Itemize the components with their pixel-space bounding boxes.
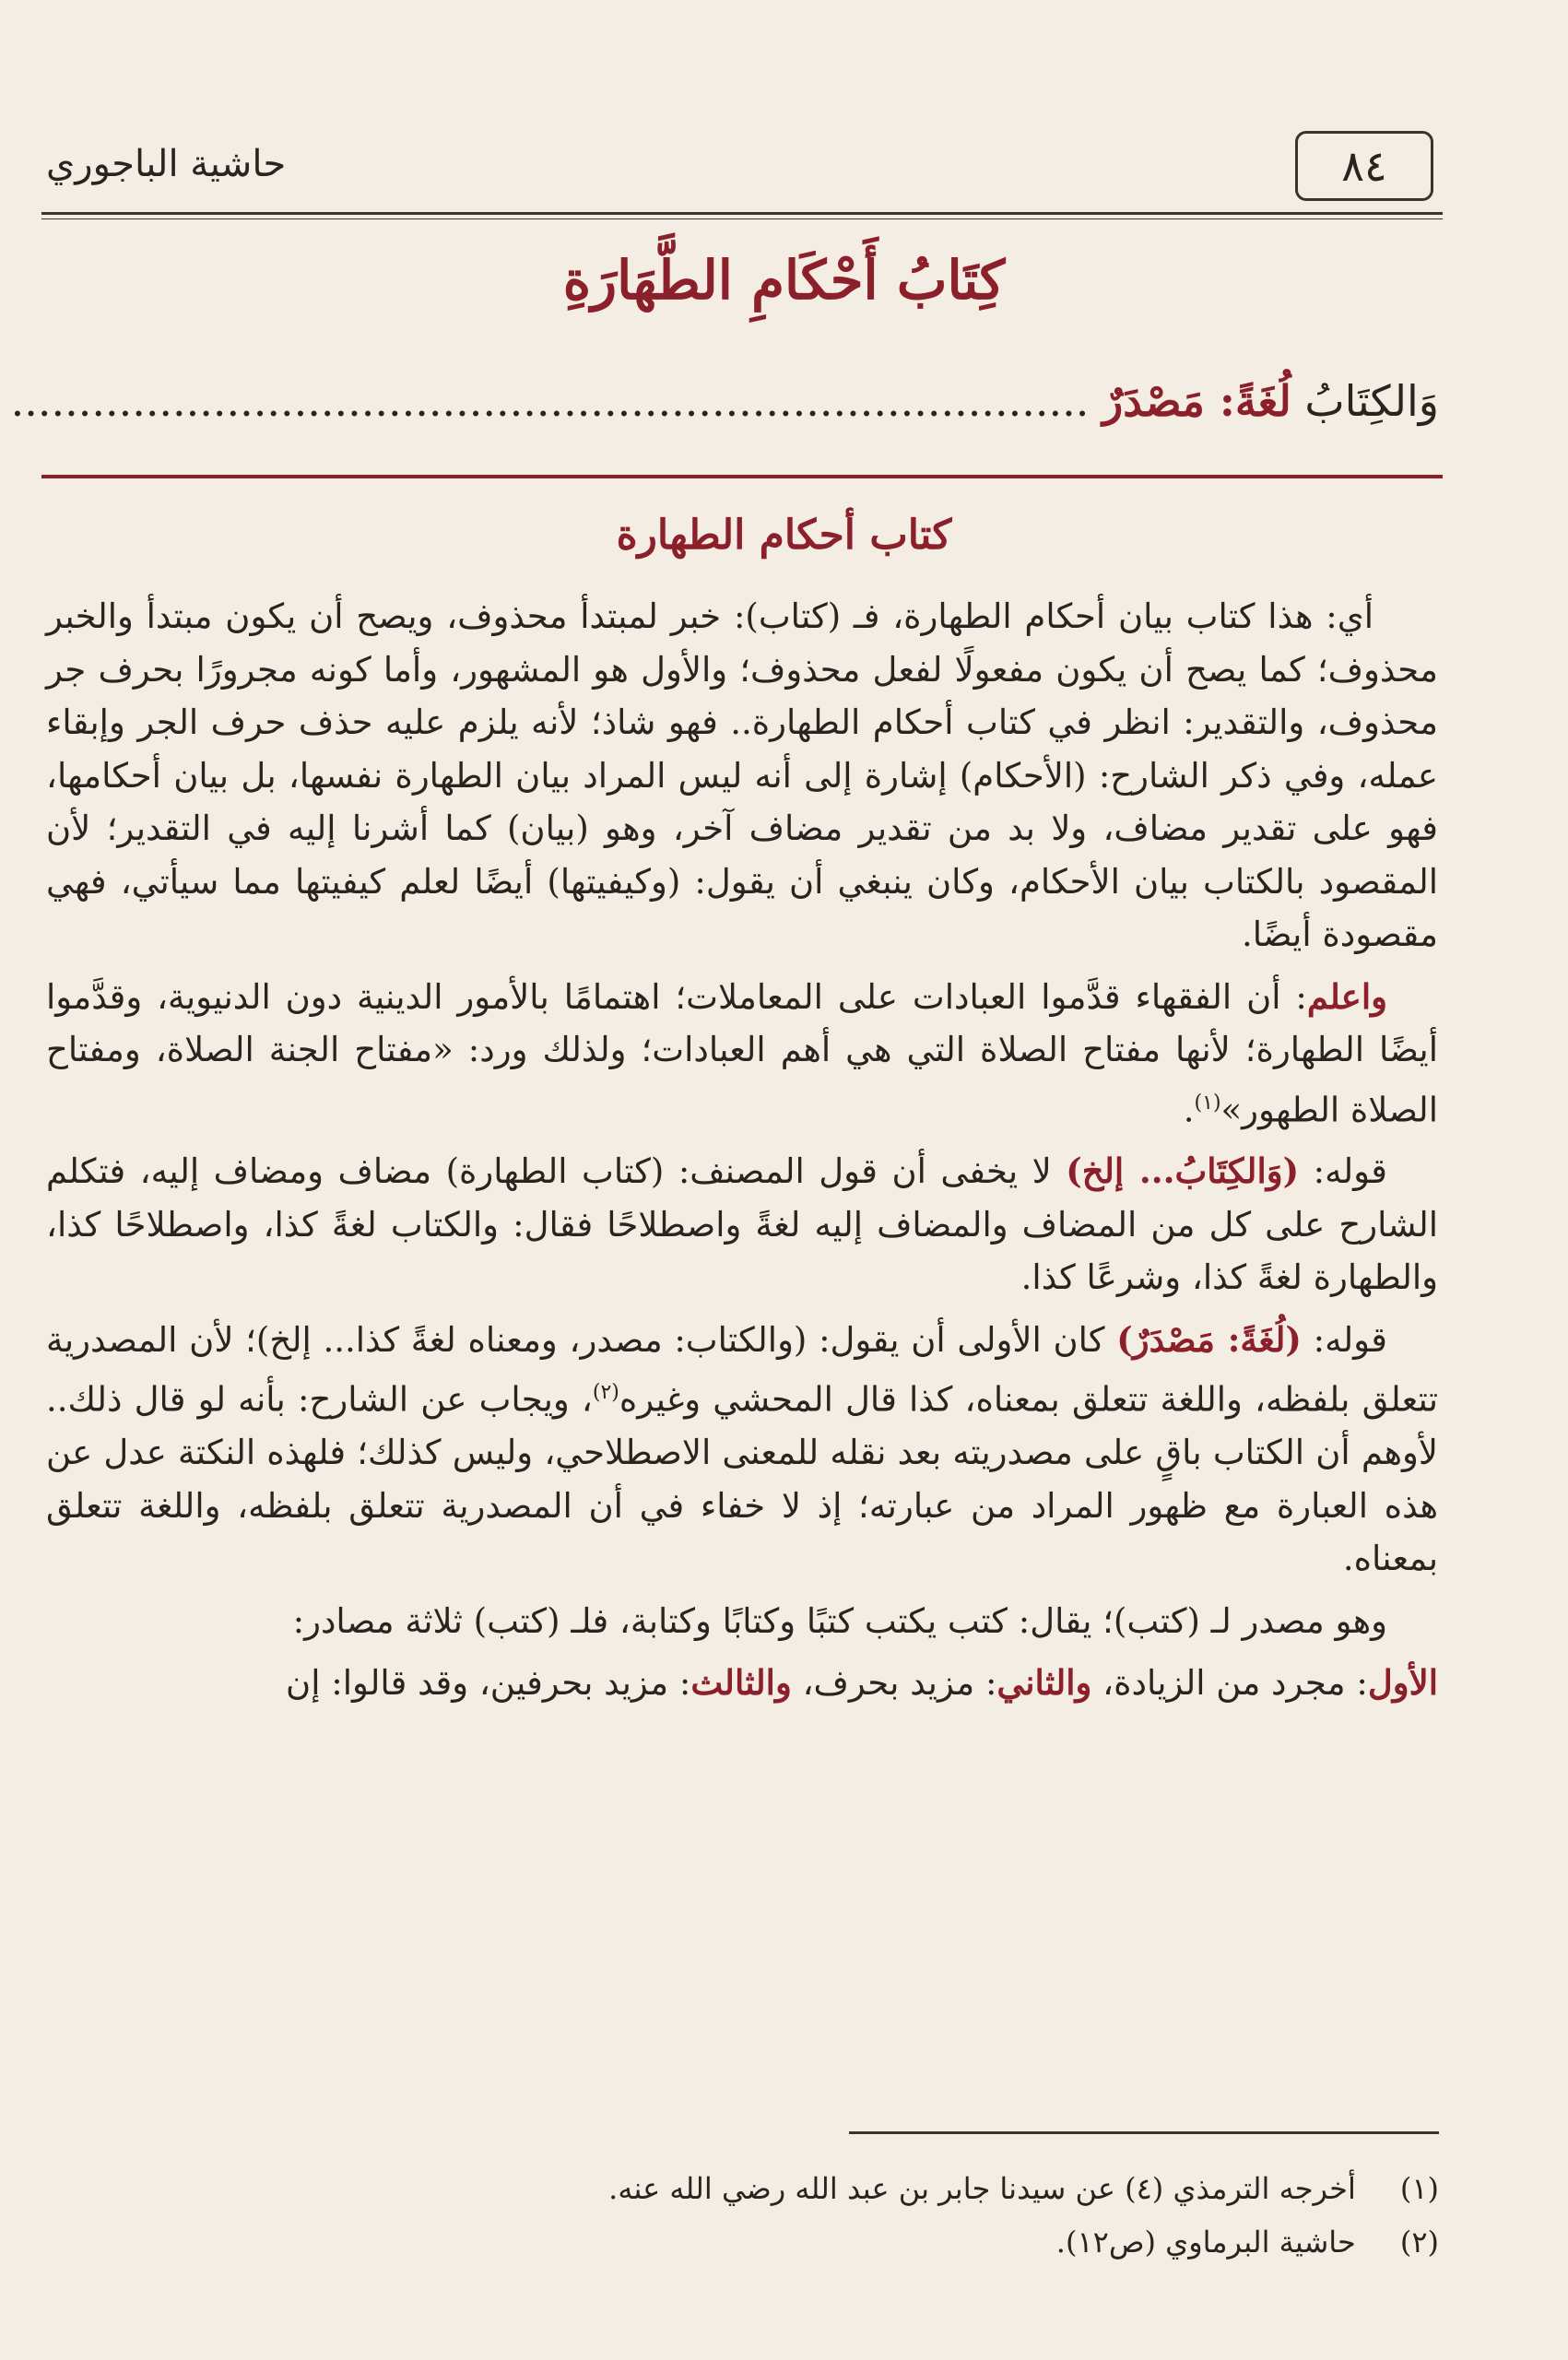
page-number-text: ٨٤ [1341, 141, 1387, 191]
commentary-paragraph-4 [46, 1314, 1438, 1586]
paragraph-6-text-2: : مزيد بحرف، [791, 1663, 997, 1704]
footnote-1 [130, 2162, 1439, 2215]
footnote-2 [130, 2215, 1439, 2269]
keyword-waalam: واعلم [1306, 975, 1387, 1017]
paragraph-6-text-3: : مزيد بحرفين، وقد قالوا: إن [286, 1663, 691, 1704]
commentary-paragraph-5: وهو مصدر لـ (كتب)؛ يقال: كتب يكتب كتبًا وكتابًا وكتابة، فلـ (كتب) ثلاثة مصادر: [292, 1600, 1387, 1641]
paragraph-4-text: كان الأولى أن يقول: (والكتاب: مصدر، ومعناه لغةً كذا... إلخ)؛ لأن المصدرية تتعلق بلفظه، واللغة تتعلق بمعناه، كذا قال المحشي وغيره [46, 1319, 1438, 1420]
commentary-body [46, 590, 1438, 1719]
paragraph-4-lead: قوله: [1301, 1319, 1387, 1360]
paragraph-2-end: . [1183, 1089, 1195, 1129]
footnote-divider [849, 2131, 1439, 2134]
keyword-first: الأول [1367, 1662, 1438, 1704]
matn-red-phrase: لُغَةً: مَصْدَرٌ [1102, 376, 1291, 426]
footnote-ref-1: (١) [1194, 1091, 1221, 1115]
footnote-1-text: أخرجه الترمذي (٤) عن سيدنا جابر بن عبد الله رضي الله عنه. [608, 2171, 1356, 2206]
commentary-paragraph-3 [46, 1145, 1438, 1304]
paragraph-3-lead: قوله: [1299, 1151, 1387, 1192]
paragraph-6-text-1: : مجرد من الزيادة، [1091, 1663, 1368, 1704]
header-divider-thin [41, 218, 1443, 219]
header-divider [41, 212, 1443, 215]
footnote-1-number: (١) [1399, 2171, 1439, 2206]
commentary-paragraph-6 [46, 1657, 1438, 1710]
paragraph-2-text: : أن الفقهاء قدَّموا العبادات على المعاملات؛ اهتمامًا بالأمور الدينية دون الدنيوية، وقدَّموا أيضًا الطهارة؛ لأنها مفتاح الصلاة التي هي أهم العبادات؛ ولذلك ورد: «مفتاح الجنة الصلاة، ومفتاح الصلاة الطهور» [46, 976, 1438, 1129]
commentary-paragraph-1: أي: هذا كتاب بيان أحكام الطهارة، فـ (كتاب): خبر لمبتدأ محذوف، ويصح أن يكون مبتدأ والخبر محذوف؛ كما يصح أن يكون مفعولًا لفعل محذوف؛ والأول هو المشهور، وأما كونه مجرورًا بحرف جر محذوف، والتقدير: انظر في كتاب أحكام الطهارة.. فهو شاذ؛ لأنه يلزم عليه حذف حرف الجر وإبقاء عمله، وفي ذكر الشارح: (الأحكام) إشارة إلى أنه ليس المراد بيان الطهارة نفسها، بل بيان أحكامها، فهو على تقدير مضاف، ولا بد من تقدير مضاف آخر، وهو (بيان) كما أشرنا إليه في التقدير؛ لأن المقصود بالكتاب بيان الأحكام، وكان ينبغي أن يقول: (وكيفيتها) أيضًا لعلم كيفيتها مما سيأتي، فهي مقصودة أيضًا. [46, 596, 1438, 954]
quoted-phrase-lughatan: (لُغَةً: مَصْدَرٌ) [1116, 1318, 1302, 1360]
commentary-title: كتاب أحكام الطهارة [616, 512, 952, 559]
paragraph-3-text: لا يخفى أن قول المصنف: (كتاب الطهارة) مضاف ومضاف إليه، فتكلم الشارح على كل من المضاف والمضاف إليه لغةً واصطلاحًا فقال: والكتاب لغةً كذا، واصطلاحًا كذا، والطهارة لغةً كذا، وشرعًا كذا. [46, 1151, 1438, 1298]
keyword-third: والثالث [690, 1662, 792, 1704]
matn-dot-leader: ................................................................................ [10, 376, 1090, 426]
matn-chapter-title: كِتَابُ أَحْكَامِ الطَّهَارَةِ [562, 249, 1006, 312]
matn-lead-word: وَالكِتَابُ [1304, 376, 1439, 426]
running-title: حاشية الباجوري [46, 143, 287, 185]
footnote-ref-2: (٢) [592, 1381, 619, 1405]
commentary-paragraph-2 [46, 971, 1438, 1137]
page-number [1295, 131, 1433, 201]
paragraph-4-end: ، ويجاب عن الشارح: بأنه لو قال ذلك.. لأوهم أن الكتاب باقٍ على مصدريته بعد نقله للمعنى الاصطلاحي، وليس كذلك؛ فلهذه النكتة عدل عن هذه العبارة مع ظهور المراد من عبارته؛ إذ لا خفاء في أن المصدرية تتعلق بلفظه، واللغة تتعلق بمعناه. [46, 1379, 1438, 1579]
matn-divider [41, 475, 1443, 478]
footnote-2-number: (٢) [1399, 2224, 1439, 2260]
keyword-second: والثاني [996, 1662, 1092, 1704]
footnote-2-text: حاشية البرماوي (ص١٢). [1055, 2224, 1356, 2260]
quoted-phrase-kitab: (وَالكِتَابُ... إلخ) [1066, 1150, 1300, 1192]
footnotes [130, 2162, 1439, 2269]
matn-text-line [10, 376, 1439, 426]
